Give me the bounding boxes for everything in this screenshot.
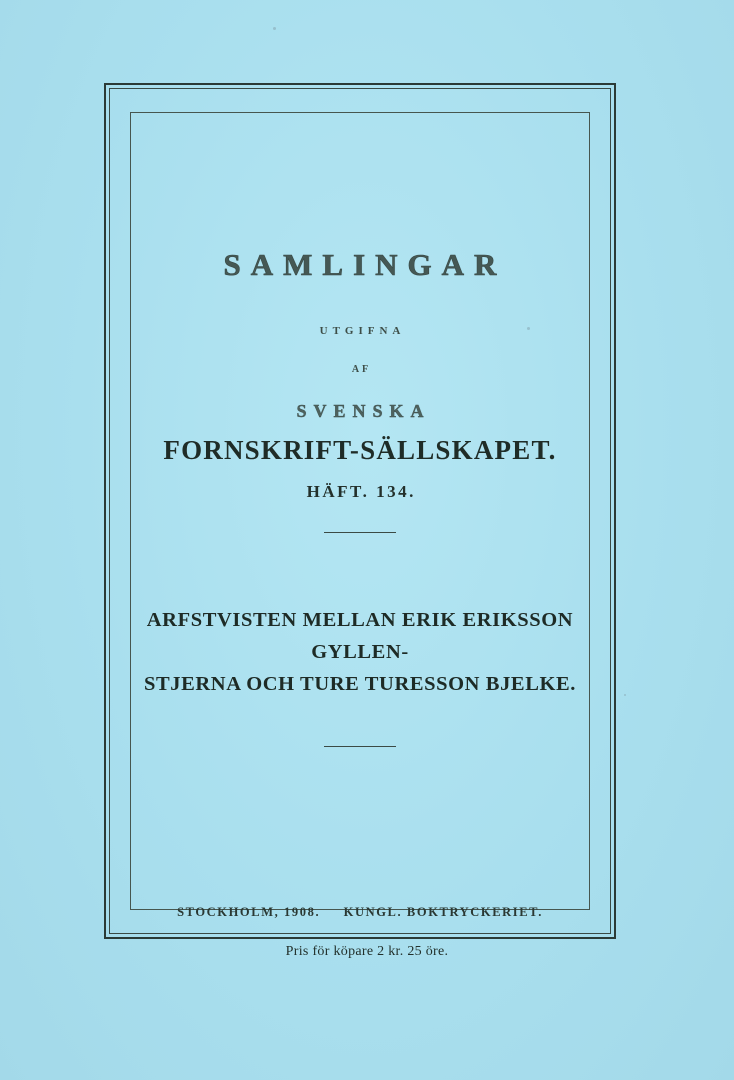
imprint-printer: KUNGL. BOKTRYCKERIET. <box>343 905 543 919</box>
price-note: Pris för köpare 2 kr. 25 öre. <box>285 944 449 959</box>
society-name-line2: FORNSKRIFT-SÄLLSKAPET. <box>163 435 557 465</box>
work-title <box>130 605 590 700</box>
series-title: SAMLINGAR <box>223 247 507 282</box>
imprint <box>109 905 611 920</box>
society-name-line1: SVENSKA <box>296 401 431 421</box>
by-label: AF <box>351 364 372 375</box>
published-by-label: UTGIFNA <box>319 325 406 337</box>
scan-speck <box>624 694 626 696</box>
title-block <box>130 112 590 747</box>
scan-speck <box>527 327 530 330</box>
work-title-line-1: ARFSTVISTEN MELLAN ERIK ERIKSSON GYLLEN- <box>146 609 574 663</box>
issue-number: HÄFT. 134. <box>306 482 416 501</box>
scan-speck <box>273 27 276 30</box>
divider-rule-top <box>324 532 396 533</box>
work-title-line-2: STJERNA OCH TURE TURESSON BJELKE. <box>144 672 577 695</box>
divider-rule-bottom <box>324 746 396 747</box>
imprint-place-year: STOCKHOLM, 1908. <box>177 905 321 919</box>
